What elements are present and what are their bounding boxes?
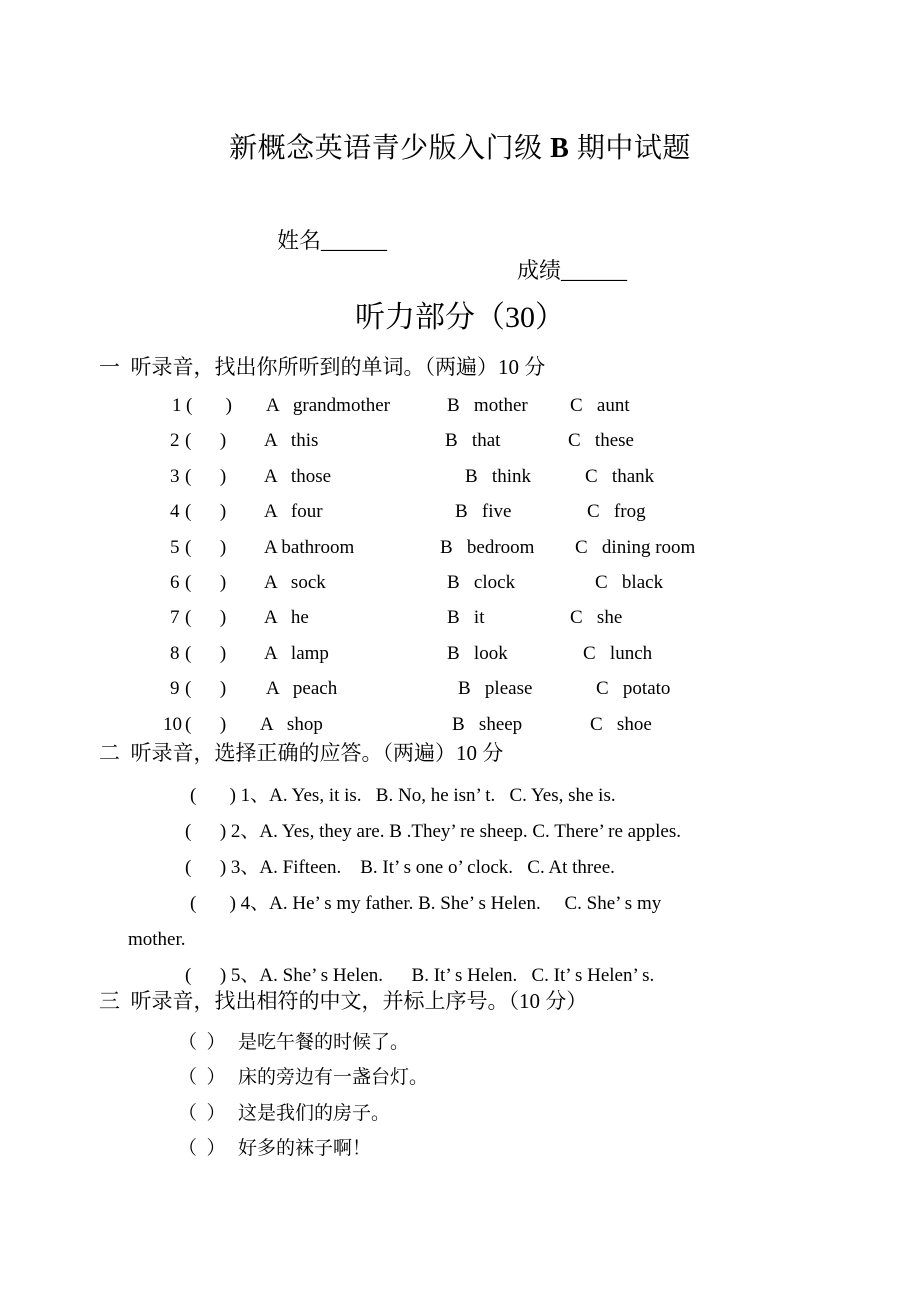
answer-blank[interactable]: ( ) bbox=[185, 572, 227, 593]
question-number: 1 bbox=[172, 395, 182, 416]
answer-option[interactable]: B that bbox=[445, 430, 501, 452]
answer-option[interactable]: A lamp bbox=[264, 642, 329, 664]
answer-option[interactable]: B clock bbox=[447, 572, 516, 593]
answer-option[interactable]: B it bbox=[447, 607, 485, 629]
answer-option[interactable]: B think bbox=[465, 465, 531, 487]
answer-blank[interactable]: ( ) bbox=[185, 607, 227, 629]
response-question-row[interactable]: ( ) 5、A. She’ s Helen. B. It’ s Helen. C. It’ s Helen’ s. bbox=[185, 965, 655, 986]
question-number: 8 bbox=[170, 642, 180, 664]
answer-option[interactable]: C thank bbox=[585, 465, 655, 487]
response-question-row[interactable]: ( ) 3、A. Fifteen. B. It’ s one o’ clock. C. At three. bbox=[185, 857, 615, 878]
title-suffix: 期中试题 bbox=[569, 133, 691, 164]
answer-option[interactable]: B please bbox=[458, 678, 533, 700]
answer-option[interactable]: C these bbox=[568, 430, 634, 452]
question-row bbox=[0, 535, 920, 561]
answer-blank[interactable]: ( ) bbox=[185, 430, 227, 452]
answer-blank[interactable]: （ ） bbox=[178, 1138, 226, 1160]
question-row bbox=[0, 499, 920, 525]
title-level: B bbox=[550, 133, 570, 164]
name-field[interactable]: 姓名______ bbox=[277, 228, 388, 253]
question-number: 5 bbox=[170, 536, 180, 558]
answer-option[interactable]: B five bbox=[455, 501, 512, 523]
page-title bbox=[0, 131, 920, 167]
answer-option[interactable]: A he bbox=[264, 607, 309, 629]
question-number: 4 bbox=[170, 501, 180, 523]
question-row bbox=[0, 428, 920, 454]
answer-option[interactable]: B mother bbox=[447, 395, 528, 416]
question-number: 9 bbox=[170, 678, 180, 700]
question-number: 6 bbox=[170, 572, 180, 593]
answer-option[interactable]: A bathroom bbox=[264, 536, 355, 558]
question-number: 7 bbox=[170, 607, 180, 629]
section-three-heading: 三 听录音，找出相符的中文，并标上序号。（10 分） bbox=[99, 989, 588, 1013]
answer-blank[interactable]: （ ） bbox=[178, 1032, 226, 1053]
answer-option[interactable]: C lunch bbox=[583, 642, 653, 664]
question-row bbox=[0, 712, 920, 738]
answer-option[interactable]: A grandmother bbox=[266, 395, 391, 416]
listening-part-heading: 听力部分（30） bbox=[355, 301, 565, 334]
answer-option[interactable]: B look bbox=[447, 642, 508, 664]
answer-option[interactable]: C shoe bbox=[590, 713, 652, 735]
answer-option[interactable]: C she bbox=[570, 607, 623, 629]
answer-option[interactable]: A this bbox=[264, 430, 319, 452]
answer-blank[interactable]: ( ) bbox=[185, 713, 227, 735]
answer-option[interactable]: A those bbox=[264, 465, 332, 487]
answer-option[interactable]: C aunt bbox=[570, 395, 630, 416]
answer-option[interactable]: A four bbox=[264, 501, 323, 523]
section-two-heading: 二 听录音，选择正确的应答。（两遍）10 分 bbox=[99, 741, 504, 765]
response-question-wrap-line: mother. bbox=[128, 929, 186, 950]
answer-option[interactable]: A shop bbox=[260, 713, 323, 735]
question-number: 3 bbox=[170, 465, 180, 487]
section-one-heading: 一 听录音，找出你所听到的单词。（两遍）10 分 bbox=[99, 355, 546, 379]
question-row bbox=[0, 641, 920, 667]
response-question-row[interactable]: ( ) 2、A. Yes, they are. B .They’ re sheep. C. There’ re apples. bbox=[185, 821, 681, 842]
answer-blank[interactable]: ( ) bbox=[185, 678, 227, 700]
response-question-row[interactable]: ( ) 1、A. Yes, it is. B. No, he isn’ t. C. Yes, she is. bbox=[190, 785, 616, 806]
chinese-sentence-text: 床的旁边有一盏台灯。 bbox=[238, 1067, 429, 1089]
answer-blank[interactable]: ( ) bbox=[185, 501, 227, 523]
answer-option[interactable]: C potato bbox=[596, 678, 671, 700]
answer-blank[interactable]: ( ) bbox=[185, 536, 227, 558]
answer-blank[interactable]: ( ) bbox=[185, 465, 227, 487]
question-number: 2 bbox=[170, 430, 180, 452]
question-row bbox=[0, 605, 920, 631]
answer-option[interactable]: C frog bbox=[587, 501, 646, 523]
response-question-row[interactable]: ( ) 4、A. He’ s my father. B. She’ s Helen. C. She’ s my bbox=[190, 893, 662, 914]
answer-option[interactable]: C black bbox=[595, 572, 664, 593]
answer-blank[interactable]: ( ) bbox=[186, 395, 232, 416]
answer-blank[interactable]: （ ） bbox=[178, 1067, 226, 1089]
chinese-sentence-text: 好多的袜子啊！ bbox=[238, 1138, 372, 1160]
question-row bbox=[0, 393, 920, 419]
answer-option[interactable]: A peach bbox=[266, 678, 338, 700]
answer-blank[interactable]: ( ) bbox=[185, 642, 227, 664]
answer-option[interactable]: C dining room bbox=[575, 536, 696, 558]
answer-blank[interactable]: （ ） bbox=[178, 1102, 226, 1124]
answer-option[interactable]: A sock bbox=[264, 572, 326, 593]
chinese-sentence-text: 这是我们的房子。 bbox=[238, 1102, 391, 1124]
answer-option[interactable]: B bedroom bbox=[440, 536, 535, 558]
question-row bbox=[0, 676, 920, 702]
answer-option[interactable]: B sheep bbox=[452, 713, 523, 735]
question-number: 10 bbox=[163, 713, 182, 735]
question-row bbox=[0, 464, 920, 490]
question-row bbox=[0, 570, 920, 596]
chinese-sentence-text: 是吃午餐的时候了。 bbox=[238, 1032, 410, 1053]
title-prefix: 新概念英语青少版入门级 bbox=[229, 133, 551, 164]
score-field[interactable]: 成绩______ bbox=[517, 258, 628, 283]
